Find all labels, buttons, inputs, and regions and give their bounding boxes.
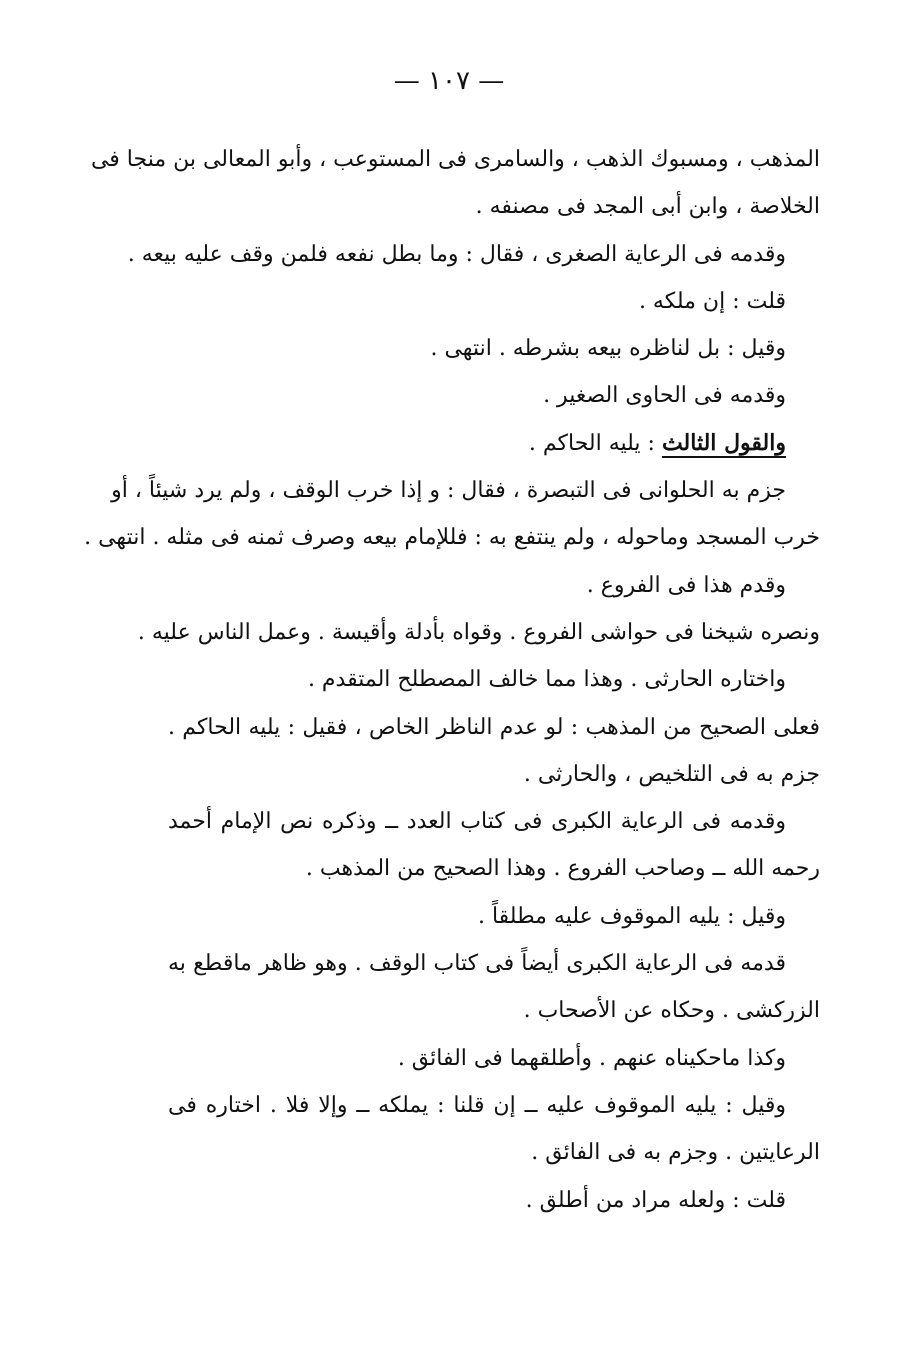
text-line: واختاره الحارثى . وهذا مما خالف المصطلح المتقدم .: [307, 667, 786, 693]
text-line: الخلاصة ، وابن أبى المجد فى مصنفه .: [475, 194, 820, 220]
page-number: — ١٠٧ —: [393, 66, 505, 96]
text-line: وقدمه فى الحاوى الصغير .: [543, 383, 786, 409]
text-line: رحمه الله ــ وصاحب الفروع . وهذا الصحيح من المذهب .: [305, 856, 820, 882]
text-body: [84, 136, 820, 1224]
text-line: وقيل : يليه الموقوف عليه مطلقاً .: [477, 903, 786, 929]
text-line: خرب المسجد وماحوله ، ولم ينتفع به : فللإمام بيعه وصرف ثمنه فى مثله . انتهى .: [84, 525, 820, 551]
text-line: الزركشى . وحكاه عن الأصحاب .: [523, 998, 820, 1024]
text-line: وقيل : يليه الموقوف عليه ــ إن قلنا : يملكه ــ وإلا فلا . اختاره فى: [168, 1092, 786, 1118]
text-line: قلت : إن ملكه .: [638, 288, 786, 314]
text-line: وكذا ماحكيناه عنهم . وأطلقهما فى الفائق .: [397, 1045, 786, 1071]
text-line: وقيل : بل لناظره بيعه بشرطه . انتهى .: [430, 336, 786, 362]
text-line: جزم به الحلوانى فى التبصرة ، فقال : و إذا خرب الوقف ، ولم يرد شيئاً ، أو: [111, 478, 786, 504]
text-line: وقدم هذا فى الفروع .: [586, 572, 786, 598]
section-heading-line: [168, 420, 820, 467]
text-line: قدمه فى الرعاية الكبرى أيضاً فى كتاب الوقف . وهو ظاهر ماقطع به: [168, 951, 786, 977]
text-line: قلت : ولعله مراد من أطلق .: [525, 1187, 786, 1213]
text-line: المذهب ، ومسبوك الذهب ، والسامرى فى المستوعب ، وأبو المعالى بن منجا فى: [90, 147, 820, 172]
section-heading-rest: : يليه الحاكم .: [528, 430, 662, 456]
text-line: جزم به فى التلخيص ، والحارثى .: [523, 761, 820, 787]
text-line: وقدمه فى الرعاية الصغرى ، فقال : وما بطل نفعه فلمن وقف عليه بيعه .: [127, 241, 786, 267]
section-heading: والقول الثالث: [661, 429, 786, 456]
text-line: وقدمه فى الرعاية الكبرى فى كتاب العدد ــ وذكره نص الإمام أحمد: [168, 809, 786, 835]
text-line: الرعايتين . وجزم به فى الفائق .: [531, 1140, 820, 1166]
text-line: ونصره شيخنا فى حواشى الفروع . وقواه بأدلة وأقيسة . وعمل الناس عليه .: [137, 619, 820, 645]
text-line: فعلى الصحيح من المذهب : لو عدم الناظر الخاص ، فقيل : يليه الحاكم .: [168, 714, 820, 740]
